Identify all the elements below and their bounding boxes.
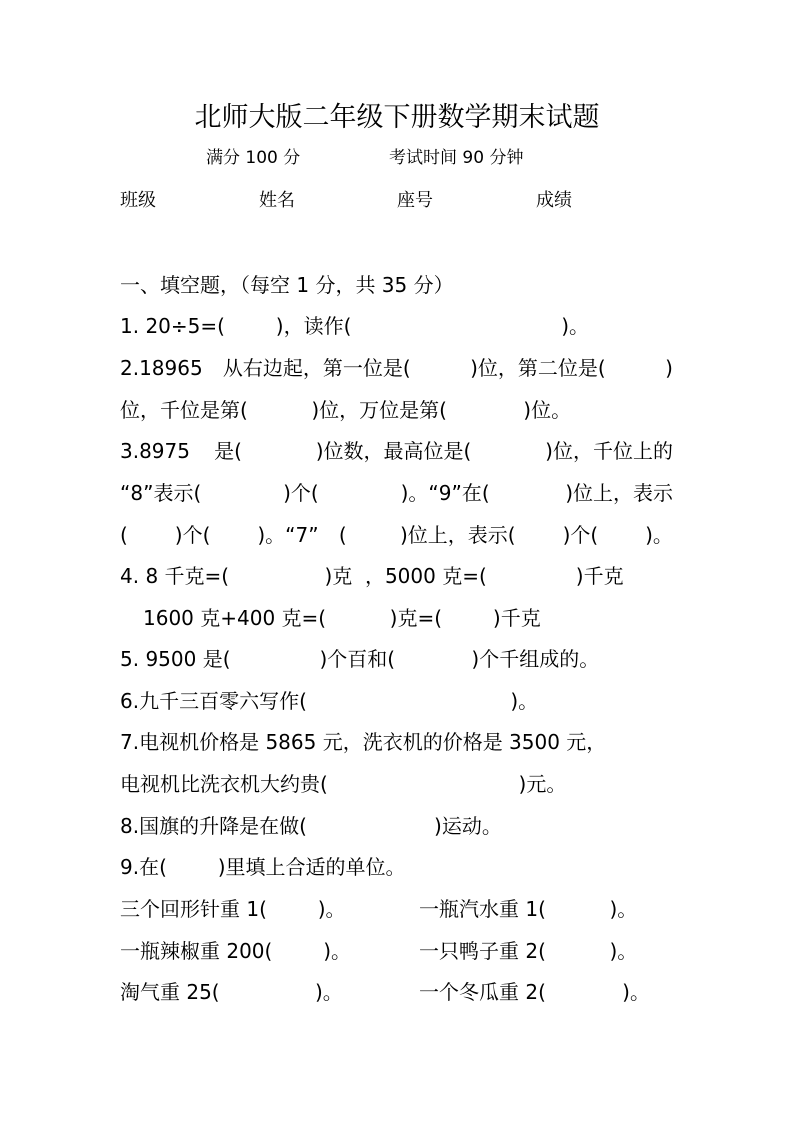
- page-title: 北师大版二年级下册数学期末试题: [194, 102, 600, 133]
- question-4-line-1: 4. 8 千克=( )克 ，5000 克=( )千克: [120, 564, 624, 588]
- question-2-line-1: 2.18965 从右边起，第一位是( )位，第二位是( ): [120, 356, 673, 380]
- question-7-line-2: 电视机比洗衣机大约贵( )元。: [120, 772, 567, 796]
- score-label: 成绩: [536, 190, 572, 211]
- unit-item-duck: 一只鸭子重 2( )。: [419, 939, 638, 963]
- question-8: 8.国旗的升降是在做( )运动。: [120, 814, 502, 838]
- exam-time: 考试时间 90 分钟: [389, 148, 524, 168]
- question-6: 6.九千三百零六写作( )。: [120, 689, 539, 713]
- unit-item-paperclips: 三个回形针重 1( )。: [120, 897, 346, 921]
- unit-item-wax-gourd: 一个冬瓜重 2( )。: [419, 980, 650, 1004]
- question-5: 5. 9500 是( )个百和( )个千组成的。: [120, 647, 600, 671]
- unit-item-chili: 一瓶辣椒重 200( )。: [120, 939, 351, 963]
- question-3-line-3: ( )个( )。“7” ( )位上，表示( )个( )。: [120, 523, 673, 547]
- question-2-line-2: 位，千位是第( )位，万位是第( )位。: [120, 398, 572, 422]
- full-marks: 满分 100 分: [206, 148, 301, 168]
- question-4-line-2: 1600 克+400 克=( )克=( )千克: [143, 606, 541, 630]
- question-1: 1. 20÷5=( )，读作( )。: [120, 314, 589, 338]
- unit-item-naughty: 淘气重 25( )。: [120, 980, 343, 1004]
- question-9: 9.在( )里填上合适的单位。: [120, 855, 406, 879]
- name-label: 姓名: [259, 190, 295, 211]
- question-7-line-1: 7.电视机价格是 5865 元，洗衣机的价格是 3500 元，: [120, 730, 607, 754]
- question-3-line-2: “8”表示( )个( )。“9”在( )位上，表示: [120, 481, 673, 505]
- unit-item-soda: 一瓶汽水重 1( )。: [419, 897, 638, 921]
- section-heading: 一、填空题，（每空 1 分，共 35 分）: [120, 273, 454, 297]
- question-3-line-1: 3.8975 是( )位数，最高位是( )位，千位上的: [120, 439, 673, 463]
- seat-label: 座号: [397, 190, 433, 211]
- class-label: 班级: [120, 190, 156, 211]
